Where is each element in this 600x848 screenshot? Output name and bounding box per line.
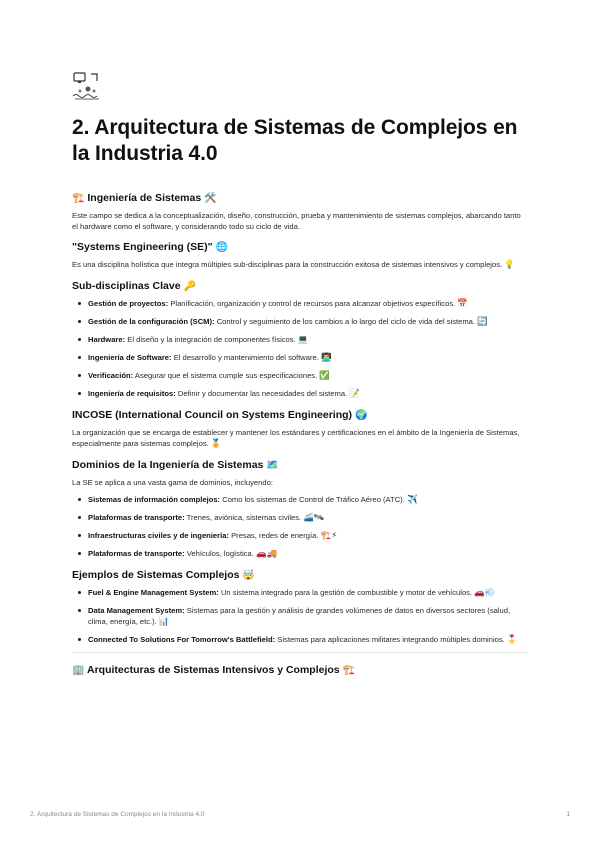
ingenieria-text: Este campo se dedica a la conceptualización, diseño, construcción, prueba y mantenimiento de sistemas complejos, abarcando tanto el hardware como el software, y considerando todo su ciclo de vida. [72, 211, 521, 231]
heading-arquitecturas: 🏢 Arquitecturas de Sistemas Intensivos y Complejos 🏗️ [72, 664, 356, 676]
list-item: Ingeniería de Software: El desarrollo y mantenimiento del software. 👨‍💻 [72, 352, 528, 364]
section-divider [72, 652, 528, 653]
airplane-icon: ✈️ [406, 495, 418, 505]
se-text: Es una disciplina holística que integra múltiples sub-disciplinas para la construcción exitosa de sistemas intensivos y complejos. 💡 [72, 260, 515, 270]
refresh-icon: 🔄 [477, 317, 488, 327]
bar-chart-icon: 📊 [158, 617, 170, 627]
laptop-icon: 💻 [297, 335, 309, 345]
page-title: 2. Arquitectura de Sistemas de Complejos en la Industria 4.0 [72, 116, 518, 165]
list-item: Verificación: Asegurar que el sistema cumple sus especificaciones. ✅ [72, 370, 528, 382]
tools-icon: 🛠️ [204, 193, 217, 204]
memo-icon: 📝 [349, 389, 360, 399]
list-item: Connected To Solutions For Tomorrow's Battlefield: Sistemas para aplicaciones militares integrando múltiples dominios. 🎖️ [72, 634, 528, 646]
list-item: Data Management System: Sistemas para la gestión y análisis de grandes volúmenes de datos en diversos sectores (salud, clima, energía, etc.). 📊 [72, 605, 528, 628]
crane-icon: 🏗️ [72, 193, 85, 204]
list-item: Infraestructuras civiles y de ingeniería: Presas, redes de energía. 🏗️⚡ [72, 530, 528, 542]
list-item: Plataformas de transporte: Trenes, aviónica, sistemas civiles. 🚄🛰️ [72, 512, 528, 524]
heading-dominios: Dominios de la Ingeniería de Sistemas 🗺️ [72, 459, 279, 471]
list-item: Ingeniería de requisitos: Definir y documentar las necesidades del sistema. 📝 [72, 388, 528, 400]
workstation-icon [72, 72, 102, 100]
developer-icon: 👨‍💻 [321, 353, 332, 363]
office-building-icon: 🏢 [72, 665, 85, 676]
check-icon: ✅ [319, 371, 330, 381]
map-icon: 🗺️ [266, 460, 279, 471]
ejemplos-list [72, 587, 528, 646]
calendar-icon: 📅 [457, 299, 468, 309]
car-truck-icon: 🚗🚚 [256, 549, 278, 559]
heading-ejemplos: Ejemplos de Sistemas Complejos 🤯 [72, 569, 255, 581]
globe-icon: 🌐 [215, 242, 229, 253]
mind-blown-icon: 🤯 [242, 570, 255, 581]
crane-icon: 🏗️ [342, 665, 356, 676]
heading-incose: INCOSE (International Council on Systems Engineering) 🌍 [72, 409, 368, 421]
train-satellite-icon: 🚄🛰️ [303, 513, 325, 523]
dominios-list [72, 494, 528, 560]
crane-bolt-icon: 🏗️⚡ [320, 531, 338, 541]
list-item: Fuel & Engine Management System: Un sistema integrado para la gestión de combustible y motor de vehículos. 🚗💨 [72, 587, 528, 599]
heading-se: "Systems Engineering (SE)" 🌐 [72, 241, 229, 253]
list-item: Sistemas de información complejos: Como los sistemas de Control de Tráfico Aéreo (ATC). ✈️ [72, 494, 528, 506]
heading-subdisciplinas: Sub-disciplinas Clave 🔑 [72, 280, 196, 292]
lightbulb-icon: 💡 [504, 260, 515, 270]
document-page [72, 72, 528, 682]
footer-title: 2. Arquitectura de Sistemas de Complejos en la Industria 4.0 [30, 811, 205, 818]
list-item: Plataformas de transporte: Vehículos, logística. 🚗🚚 [72, 548, 528, 560]
list-item: Gestión de la configuración (SCM): Control y seguimiento de los cambios a lo largo del ciclo de vida del sistema. 🔄 [72, 316, 528, 328]
incose-text: La organización que se encarga de establecer y mantener los estándares y certificaciones en el ámbito de la Ingeniería de Sistemas, especialmente para sistemas complejos. 🏅 [72, 428, 520, 449]
dominios-intro: La SE se aplica a una vasta gama de dominios, incluyendo: [72, 478, 273, 487]
page-number: 1 [566, 811, 570, 818]
earth-icon: 🌍 [354, 410, 368, 421]
car-dash-icon: 🚗💨 [474, 588, 496, 598]
list-item: Gestión de proyectos: Planificación, organización y control de recursos para alcanzar objetivos específicos. 📅 [72, 298, 528, 310]
list-item: Hardware: El diseño y la integración de componentes físicos. 💻 [72, 334, 528, 346]
military-medal-icon: 🎖️ [506, 635, 518, 645]
heading-ingenieria: 🏗️ Ingeniería de Sistemas 🛠️ [72, 192, 217, 204]
medal-icon: 🏅 [210, 439, 222, 449]
subdisciplinas-list [72, 298, 528, 400]
key-icon: 🔑 [183, 281, 196, 292]
